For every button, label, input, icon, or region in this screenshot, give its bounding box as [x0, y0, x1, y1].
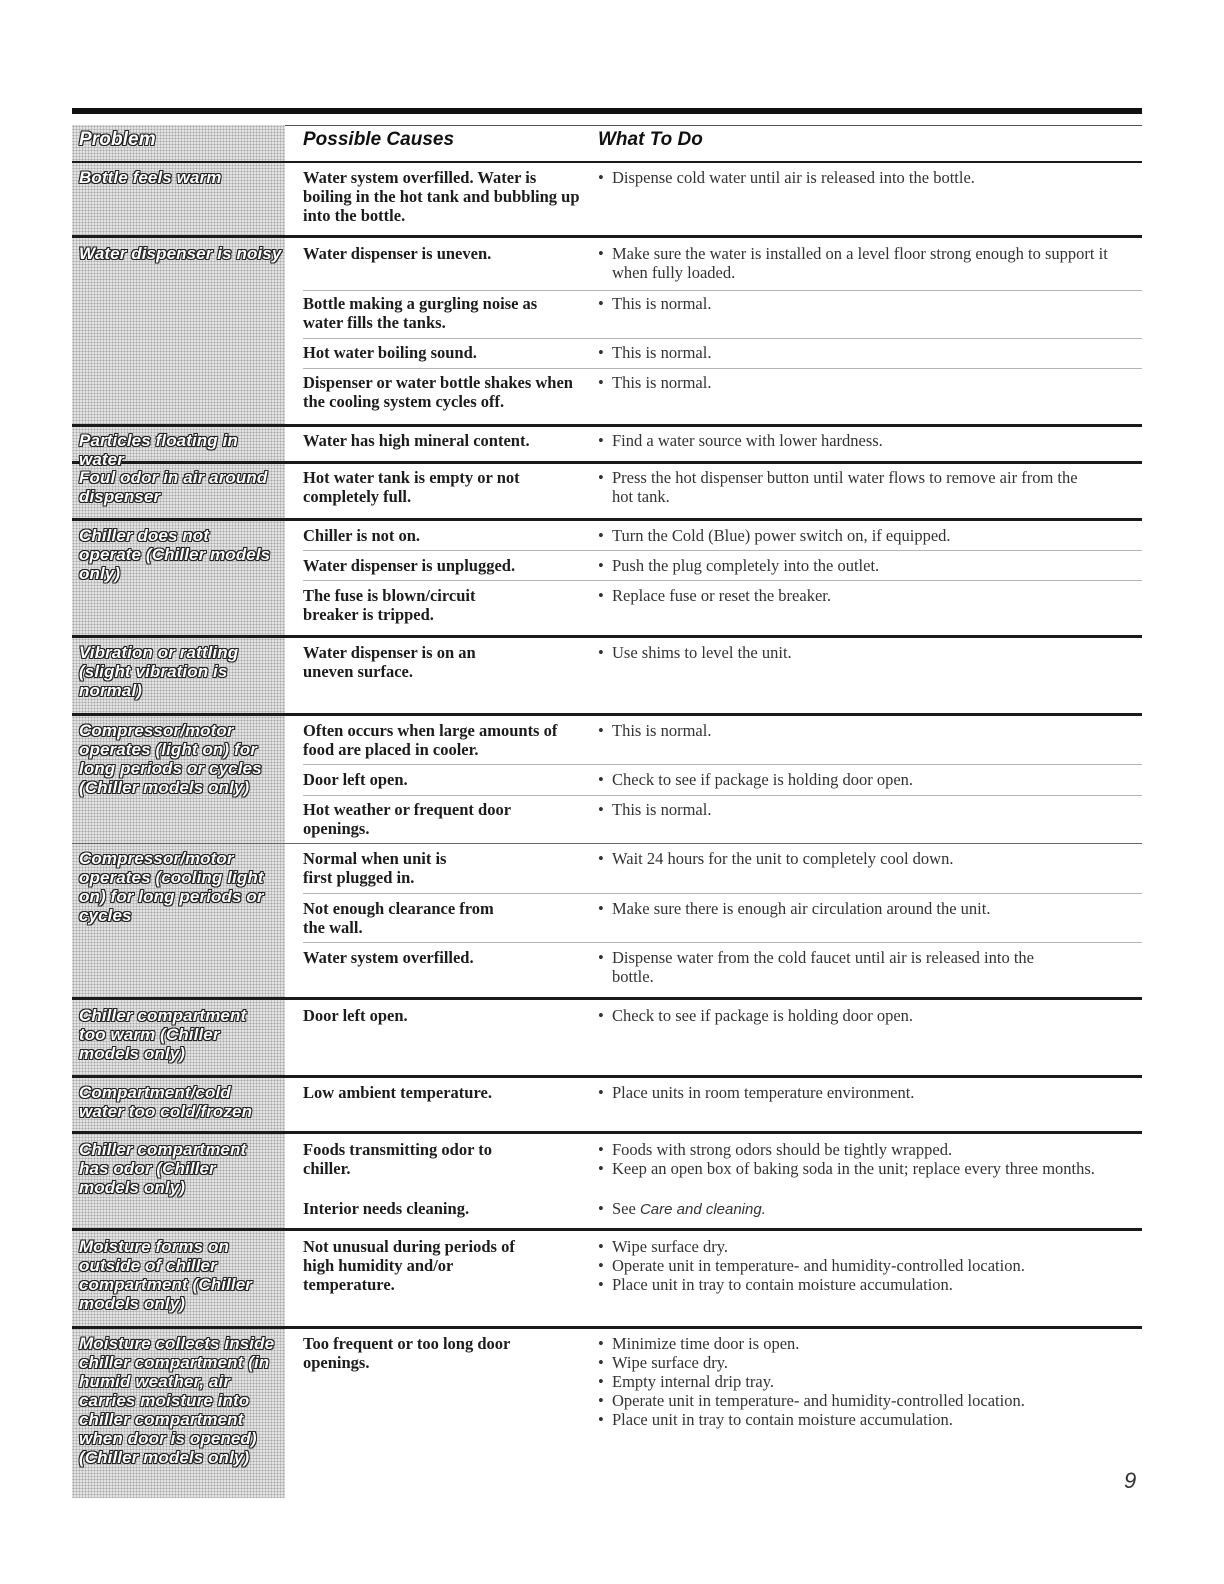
action-item: • Wipe surface dry. [598, 1237, 1068, 1256]
action-item: • Operate unit in temperature- and humidity-controlled location. [598, 1256, 1068, 1275]
action-list [598, 586, 1138, 605]
sub-divider [303, 550, 1142, 551]
action-item: • Use shims to level the unit. [598, 643, 1138, 662]
action-list [598, 168, 1138, 187]
row-divider [72, 518, 1142, 521]
sub-divider [72, 843, 1142, 844]
action-list [598, 373, 1138, 392]
cause-text: Hot water boiling sound. [303, 343, 477, 362]
action-list [598, 770, 1138, 789]
action-item: • Make sure there is enough air circulation around the unit. [598, 899, 1138, 918]
action-item: • Keep an open box of baking soda in the unit; replace every three months. [598, 1159, 1108, 1178]
problem-label: Compartment/cold water too cold/frozen [79, 1083, 253, 1121]
action-list [598, 244, 1138, 282]
problem-label: Chiller compartment has odor (Chiller models only) [79, 1140, 247, 1197]
sub-divider [303, 942, 1142, 943]
cause-text: Too frequent or too long door openings. [303, 1334, 511, 1372]
action-list [598, 1006, 1138, 1025]
action-item: • Press the hot dispenser button until water flows to remove air from the hot tank. [598, 468, 1098, 506]
page-number: 9 [1124, 1468, 1137, 1493]
action-list [598, 899, 1138, 918]
cause-text: Water has high mineral content. [303, 431, 530, 450]
row-divider [72, 424, 1142, 427]
action-item: • Make sure the water is installed on a level floor strong enough to support it when fully loaded. [598, 244, 1138, 282]
problem-label: Water dispenser is noisy [79, 244, 282, 263]
action-item: • Operate unit in temperature- and humidity-controlled location. [598, 1391, 1068, 1410]
problem-label: Foul odor in air around dispenser [79, 468, 268, 506]
row-divider [72, 161, 1142, 163]
action-list [598, 1237, 1068, 1294]
action-item: • Empty internal drip tray. [598, 1372, 1068, 1391]
action-item: • Place unit in tray to contain moisture accumulation. [598, 1275, 1068, 1294]
row-divider [72, 235, 1142, 238]
action-item: • Minimize time door is open. [598, 1334, 1068, 1353]
action-list [598, 431, 1138, 450]
cause-text: Water dispenser is uneven. [303, 244, 492, 263]
action-item: • Turn the Cold (Blue) power switch on, if equipped. [598, 526, 1138, 545]
row-divider [72, 635, 1142, 638]
action-item: • Wipe surface dry. [598, 1353, 1068, 1372]
cause-text: Hot weather or frequent door openings. [303, 800, 511, 838]
sub-divider [303, 580, 1142, 581]
cause-text: Foods transmitting odor to chiller. [303, 1140, 492, 1178]
problem-column-header: Problem [79, 129, 156, 150]
action-item [598, 1199, 1138, 1219]
action-list [598, 343, 1138, 362]
action-item: • Check to see if package is holding door open. [598, 770, 1138, 789]
sub-divider [303, 764, 1142, 765]
cause-text: Water dispenser is on an uneven surface. [303, 643, 476, 681]
action-list [598, 643, 1138, 662]
top-rule [72, 108, 1142, 114]
what-to-do-column-header: What To Do [598, 129, 703, 150]
problem-label: Bottle feels warm [79, 168, 222, 187]
action-list [598, 849, 1138, 868]
cause-text: Hot water tank is empty or not completely full. [303, 468, 520, 506]
action-item: • Wait 24 hours for the unit to completely cool down. [598, 849, 1138, 868]
action-list [598, 948, 1078, 986]
cause-text: The fuse is blown/circuit breaker is tripped. [303, 586, 476, 624]
action-item: • This is normal. [598, 294, 1138, 313]
cause-text: Normal when unit is first plugged in. [303, 849, 447, 887]
row-divider [72, 997, 1142, 1000]
sub-divider [303, 368, 1142, 369]
action-item: • Dispense water from the cold faucet until air is released into the bottle. [598, 948, 1078, 986]
action-list [598, 1334, 1068, 1429]
sub-divider [303, 290, 1142, 291]
causes-column-header: Possible Causes [303, 129, 455, 150]
cause-text: Not unusual during periods of high humidity and/or temperature. [303, 1237, 515, 1294]
problem-label: Moisture collects inside chiller compartment (in humid weather, air carries moisture into chiller compartment when door is opened) (Chiller models only) [79, 1334, 275, 1467]
sub-divider [303, 893, 1142, 894]
cause-text: Chiller is not on. [303, 526, 421, 545]
cause-text: Interior needs cleaning. [303, 1199, 470, 1218]
problem-label: Chiller does not operate (Chiller models only) [79, 526, 271, 583]
cause-text: Door left open. [303, 1006, 408, 1025]
problem-label: Compressor/motor operates (cooling light on) for long periods or cycles [79, 849, 264, 925]
cause-text: Water system overfilled. [303, 948, 474, 967]
sub-divider [303, 795, 1142, 796]
action-list [598, 468, 1098, 506]
action-list [598, 721, 1138, 740]
action-list [598, 526, 1138, 545]
action-item: • Check to see if package is holding door open. [598, 1006, 1138, 1025]
row-divider [72, 1131, 1142, 1134]
action-item: • This is normal. [598, 721, 1138, 740]
action-item: • This is normal. [598, 343, 1138, 362]
cause-text: Dispenser or water bottle shakes when the cooling system cycles off. [303, 373, 573, 411]
problem-label: Chiller compartment too warm (Chiller models only) [79, 1006, 247, 1063]
row-divider [72, 1075, 1142, 1078]
action-list [598, 294, 1138, 313]
cause-text: Low ambient temperature. [303, 1083, 492, 1102]
problem-label: Particles floating in water [79, 431, 238, 469]
action-item: • Dispense cold water until air is released into the bottle. [598, 168, 1138, 187]
action-list [598, 800, 1138, 819]
action-list [598, 1140, 1108, 1178]
sub-divider [303, 338, 1142, 339]
row-divider [72, 1228, 1142, 1231]
problem-label: Compressor/motor operates (light on) for long periods or cycles (Chiller models only) [79, 721, 262, 797]
cause-text: Water dispenser is unplugged. [303, 556, 516, 575]
action-item: • This is normal. [598, 373, 1138, 392]
action-list [598, 1083, 1138, 1102]
cause-text: Bottle making a gurgling noise as water fills the tanks. [303, 294, 538, 332]
action-list [598, 1199, 1138, 1219]
cause-text: Door left open. [303, 770, 408, 789]
row-divider [72, 713, 1142, 716]
action-item: • This is normal. [598, 800, 1138, 819]
action-item: • Place units in room temperature environment. [598, 1083, 1138, 1102]
cause-text: Often occurs when large amounts of food are placed in cooler. [303, 721, 558, 759]
action-prefix: See [612, 1199, 640, 1218]
problem-label: Moisture forms on outside of chiller compartment (Chiller models only) [79, 1237, 252, 1313]
cause-text: Water system overfilled. Water is boiling in the hot tank and bubbling up into the bottle. [303, 168, 580, 225]
action-item: • Replace fuse or reset the breaker. [598, 586, 1138, 605]
care-and-cleaning-reference: Care and cleaning. [639, 1201, 766, 1218]
action-item: • Foods with strong odors should be tightly wrapped. [598, 1140, 1108, 1159]
cause-text: Not enough clearance from the wall. [303, 899, 494, 937]
action-list [598, 556, 1138, 575]
action-item: • Place unit in tray to contain moisture accumulation. [598, 1410, 1068, 1429]
row-divider [72, 1326, 1142, 1329]
problem-label: Vibration or rattling (slight vibration is normal) [79, 643, 239, 700]
action-item: • Push the plug completely into the outlet. [598, 556, 1138, 575]
action-item: • Find a water source with lower hardness. [598, 431, 1138, 450]
